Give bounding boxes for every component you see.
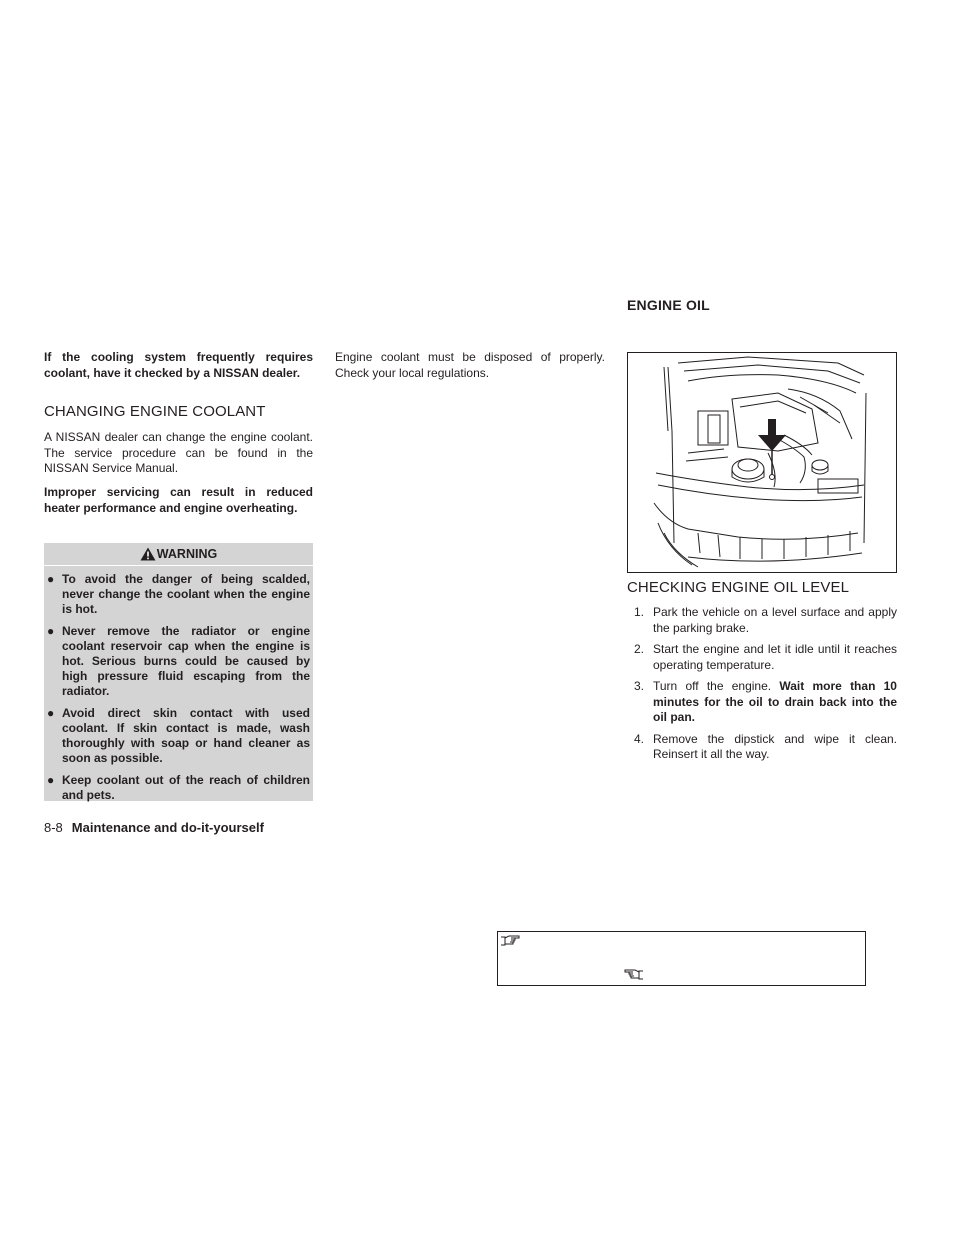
cooling-system-note: If the cooling system frequently requires coolant, have it checked by a NISSAN dealer. [44,350,313,380]
warning-item-text: Keep coolant out of the reach of children and pets. [62,773,310,802]
disposal-paragraph: Engine coolant must be disposed of properly. Check your local regulations. [335,350,605,380]
step-number: 4. [634,731,645,746]
warning-item [44,572,310,617]
warning-item [44,624,310,699]
warning-item-text: Never remove the radiator or engine coolant reservoir cap when the engine is hot. Serious burns could be caused by high pressure fluid escaping from the radiator. [62,624,310,698]
step-text: Remove the dipstick and wipe it clean. Reinsert it all the way. [653,731,897,761]
page-number: 8-8 [44,820,63,835]
step-item [627,679,897,726]
engine-oil-heading: ENGINE OIL [627,297,710,313]
page-navigation-box [497,931,866,986]
bullet-icon: ● [47,773,55,787]
warning-item-text: To avoid the danger of being scalded, never change the coolant when the engine is hot. [62,572,310,616]
chapter-title: Maintenance and do-it-yourself [71,820,264,835]
bullet-icon: ● [47,624,55,638]
step-text-emphasis: Wait more than 10 minutes for the oil to drain back into the oil pan. [653,679,897,724]
step-item [627,732,897,763]
step-text: Park the vehicle on a level surface and apply the parking brake. [653,605,897,635]
warning-item [44,773,310,803]
dealer-paragraph: A NISSAN dealer can change the engine coolant. The service procedure can be found in the NISSAN Service Manual. [44,430,313,475]
pointing-hand-right-icon[interactable] [500,934,520,947]
bullet-icon: ● [47,572,55,586]
engine-compartment-illustration [628,353,896,572]
step-number: 1. [634,605,645,619]
warning-title: WARNING [156,547,218,561]
page-footer [44,820,264,835]
step-item [627,642,897,673]
warning-item [44,706,310,766]
warning-box [44,543,313,801]
checking-oil-heading: CHECKING ENGINE OIL LEVEL [627,579,850,596]
changing-coolant-heading: CHANGING ENGINE COOLANT [44,403,266,420]
step-number: 3. [634,679,645,693]
warning-item-text: Avoid direct skin contact with used coolant. If skin contact is made, wash thoroughly with soap or hand cleaner as soon as possible. [62,706,310,765]
step-text: Turn off the engine. [653,679,780,693]
engine-compartment-figure [627,352,897,573]
warning-triangle-icon [140,547,156,561]
bullet-icon: ● [47,706,55,720]
step-text: Start the engine and let it idle until it reaches operating temperature. [653,642,897,672]
warning-title-bar [44,543,313,566]
pointing-hand-left-icon[interactable] [624,968,644,981]
step-number: 2. [634,642,645,656]
warning-list [44,566,313,814]
step-item [627,605,897,636]
oil-check-steps [627,605,897,769]
improper-servicing-note: Improper servicing can result in reduced heater performance and engine overheating. [44,485,313,515]
